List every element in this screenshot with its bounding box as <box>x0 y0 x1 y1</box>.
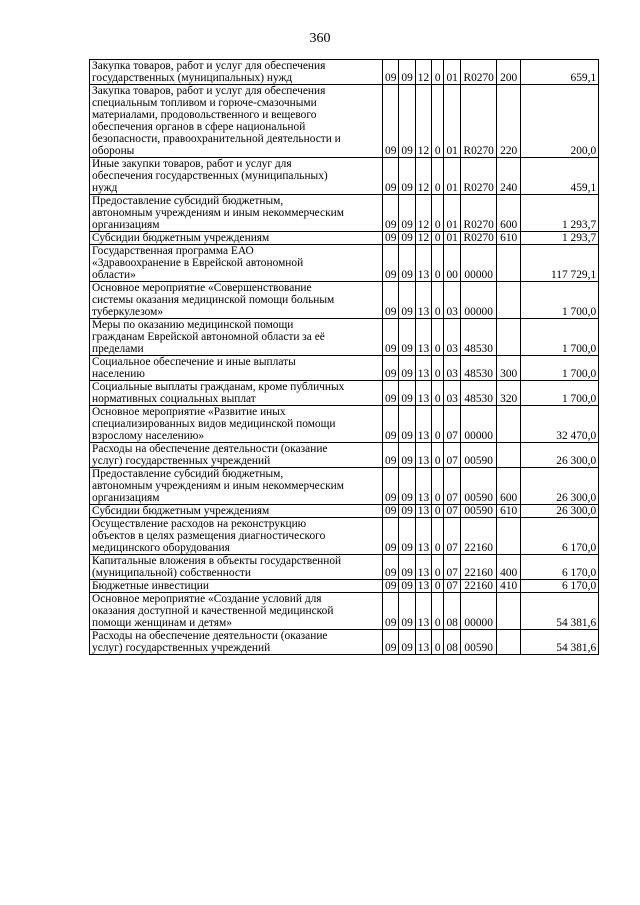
amount-cell: 54 381,6 <box>521 593 599 630</box>
measure-code-cell: 03 <box>444 381 461 406</box>
program-code-cell: 12 <box>415 232 431 245</box>
program-code-cell: 13 <box>415 518 431 555</box>
item-name-line: гражданам Еврейской автономной области за её <box>92 331 325 343</box>
section-code-cell: 09 <box>399 319 415 356</box>
subprogram-code-cell: 0 <box>432 245 444 282</box>
budget-table <box>89 59 599 655</box>
item-name-line: медицинского оборудования <box>92 542 230 554</box>
ministry-code-cell: 09 <box>383 593 399 630</box>
ministry-code-cell: 09 <box>383 245 399 282</box>
expense-type-cell: 200 <box>497 60 521 85</box>
item-name-cell <box>90 158 383 195</box>
table-row <box>90 580 599 593</box>
table-row <box>90 406 599 443</box>
item-name-line: Расходы на обеспечение деятельности (оказание <box>92 443 328 455</box>
direction-code-cell: 22160 <box>461 555 497 580</box>
item-name-cell <box>90 356 383 381</box>
section-code-cell: 09 <box>399 245 415 282</box>
ministry-code-cell: 09 <box>383 60 399 85</box>
measure-code-cell: 01 <box>444 232 461 245</box>
measure-code-cell: 07 <box>444 406 461 443</box>
item-name-line: обеспечения государственных (муниципальных) <box>92 170 328 182</box>
direction-code-cell: 22160 <box>461 580 497 593</box>
item-name-line: специальным топливом и горюче-смазочными <box>92 97 317 109</box>
amount-cell: 459,1 <box>521 158 599 195</box>
item-name-line: взрослому населению» <box>92 430 205 442</box>
item-name-line: организациям <box>92 492 160 504</box>
section-code-cell: 09 <box>399 630 415 655</box>
measure-code-cell: 01 <box>444 60 461 85</box>
ministry-code-cell: 09 <box>383 630 399 655</box>
item-name-cell <box>90 319 383 356</box>
item-name-line: безопасности, правоохранительной деятельности и <box>92 133 341 145</box>
item-name-line: услуг) государственных учреждений <box>92 642 271 654</box>
expense-type-cell: 410 <box>497 580 521 593</box>
table-row <box>90 85 599 158</box>
program-code-cell: 12 <box>415 158 431 195</box>
item-name-cell <box>90 443 383 468</box>
measure-code-cell: 07 <box>444 580 461 593</box>
direction-code-cell: 22160 <box>461 518 497 555</box>
item-name-line: объектов в целях размещения диагностического <box>92 530 326 542</box>
item-name-line: автономным учреждениям и иным некоммерческим <box>92 480 344 492</box>
section-code-cell: 09 <box>399 356 415 381</box>
subprogram-code-cell: 0 <box>432 356 444 381</box>
subprogram-code-cell: 0 <box>432 580 444 593</box>
ministry-code-cell: 09 <box>383 580 399 593</box>
section-code-cell: 09 <box>399 443 415 468</box>
table-row <box>90 443 599 468</box>
item-name-line: Расходы на обеспечение деятельности (оказание <box>92 630 328 642</box>
direction-code-cell: 00000 <box>461 245 497 282</box>
measure-code-cell: 03 <box>444 282 461 319</box>
amount-cell: 6 170,0 <box>521 555 599 580</box>
item-name-line: оказания доступной и качественной медицинской <box>92 605 334 617</box>
amount-cell: 659,1 <box>521 60 599 85</box>
section-code-cell: 09 <box>399 593 415 630</box>
ministry-code-cell: 09 <box>383 505 399 518</box>
program-code-cell: 13 <box>415 443 431 468</box>
item-name-cell <box>90 630 383 655</box>
item-name-line: услуг) государственных учреждений <box>92 455 271 467</box>
amount-cell: 26 300,0 <box>521 443 599 468</box>
direction-code-cell: R0270 <box>461 232 497 245</box>
amount-cell: 117 729,1 <box>521 245 599 282</box>
subprogram-code-cell: 0 <box>432 593 444 630</box>
item-name-line: Основное мероприятие «Совершенствование <box>92 282 312 294</box>
ministry-code-cell: 09 <box>383 158 399 195</box>
table-row <box>90 232 599 245</box>
subprogram-code-cell: 0 <box>432 319 444 356</box>
direction-code-cell: R0270 <box>461 60 497 85</box>
expense-type-cell <box>497 319 521 356</box>
item-name-line: обороны <box>92 145 135 157</box>
program-code-cell: 13 <box>415 381 431 406</box>
expense-type-cell: 600 <box>497 468 521 505</box>
expense-type-cell <box>497 245 521 282</box>
section-code-cell: 09 <box>399 232 415 245</box>
measure-code-cell: 01 <box>444 158 461 195</box>
program-code-cell: 13 <box>415 406 431 443</box>
subprogram-code-cell: 0 <box>432 381 444 406</box>
direction-code-cell: 00000 <box>461 282 497 319</box>
subprogram-code-cell: 0 <box>432 85 444 158</box>
item-name-line: Иные закупки товаров, работ и услуг для <box>92 158 292 170</box>
section-code-cell: 09 <box>399 468 415 505</box>
item-name-line: нормативных социальных выплат <box>92 393 256 405</box>
expense-type-cell <box>497 282 521 319</box>
measure-code-cell: 00 <box>444 245 461 282</box>
expense-type-cell <box>497 518 521 555</box>
expense-type-cell <box>497 630 521 655</box>
item-name-cell <box>90 85 383 158</box>
item-name-line: обеспечения органов в сфере национальной <box>92 121 306 133</box>
ministry-code-cell: 09 <box>383 468 399 505</box>
amount-cell: 1 293,7 <box>521 232 599 245</box>
item-name-cell <box>90 282 383 319</box>
section-code-cell: 09 <box>399 406 415 443</box>
amount-cell: 1 700,0 <box>521 282 599 319</box>
table-row <box>90 282 599 319</box>
budget-table-body <box>90 60 599 655</box>
measure-code-cell: 08 <box>444 630 461 655</box>
amount-cell: 1 700,0 <box>521 356 599 381</box>
measure-code-cell: 03 <box>444 356 461 381</box>
page-number: 360 <box>309 31 331 46</box>
program-code-cell: 13 <box>415 593 431 630</box>
direction-code-cell: R0270 <box>461 158 497 195</box>
subprogram-code-cell: 0 <box>432 158 444 195</box>
program-code-cell: 12 <box>415 85 431 158</box>
ministry-code-cell: 09 <box>383 232 399 245</box>
direction-code-cell: R0270 <box>461 85 497 158</box>
item-name-line: помощи женщинам и детям» <box>92 617 232 629</box>
item-name-line: системы оказания медицинской помощи больным <box>92 294 335 306</box>
measure-code-cell: 07 <box>444 468 461 505</box>
measure-code-cell: 07 <box>444 443 461 468</box>
section-code-cell: 09 <box>399 518 415 555</box>
item-name-cell <box>90 406 383 443</box>
program-code-cell: 13 <box>415 468 431 505</box>
expense-type-cell <box>497 406 521 443</box>
table-row <box>90 593 599 630</box>
direction-code-cell: R0270 <box>461 195 497 232</box>
ministry-code-cell: 09 <box>383 356 399 381</box>
item-name-cell <box>90 505 383 518</box>
direction-code-cell: 00590 <box>461 505 497 518</box>
amount-cell: 1 293,7 <box>521 195 599 232</box>
table-row <box>90 468 599 505</box>
item-name-cell <box>90 245 383 282</box>
item-name-line: (муниципальной) собственности <box>92 567 251 579</box>
expense-type-cell: 220 <box>497 85 521 158</box>
item-name-line: области» <box>92 269 136 281</box>
direction-code-cell: 00590 <box>461 443 497 468</box>
subprogram-code-cell: 0 <box>432 282 444 319</box>
expense-type-cell: 610 <box>497 505 521 518</box>
measure-code-cell: 07 <box>444 518 461 555</box>
ministry-code-cell: 09 <box>383 518 399 555</box>
direction-code-cell: 00590 <box>461 630 497 655</box>
ministry-code-cell: 09 <box>383 282 399 319</box>
amount-cell: 32 470,0 <box>521 406 599 443</box>
table-row <box>90 518 599 555</box>
measure-code-cell: 08 <box>444 593 461 630</box>
section-code-cell: 09 <box>399 195 415 232</box>
item-name-cell <box>90 60 383 85</box>
subprogram-code-cell: 0 <box>432 555 444 580</box>
ministry-code-cell: 09 <box>383 319 399 356</box>
expense-type-cell: 240 <box>497 158 521 195</box>
section-code-cell: 09 <box>399 580 415 593</box>
expense-type-cell: 610 <box>497 232 521 245</box>
item-name-line: Капитальные вложения в объекты государственной <box>92 555 342 567</box>
item-name-line: Меры по оказанию медицинской помощи <box>92 319 294 331</box>
measure-code-cell: 01 <box>444 195 461 232</box>
measure-code-cell: 03 <box>444 319 461 356</box>
program-code-cell: 12 <box>415 195 431 232</box>
program-code-cell: 13 <box>415 505 431 518</box>
item-name-cell <box>90 381 383 406</box>
item-name-line: Предоставление субсидий бюджетным, <box>92 468 284 480</box>
table-row <box>90 319 599 356</box>
expense-type-cell: 300 <box>497 356 521 381</box>
amount-cell: 26 300,0 <box>521 468 599 505</box>
table-row <box>90 60 599 85</box>
item-name-cell <box>90 555 383 580</box>
table-row <box>90 195 599 232</box>
item-name-cell <box>90 518 383 555</box>
table-row <box>90 630 599 655</box>
item-name-cell <box>90 232 383 245</box>
direction-code-cell: 00000 <box>461 593 497 630</box>
item-name-line: Социальные выплаты гражданам, кроме публичных <box>92 381 345 393</box>
item-name-line: Государственная программа ЕАО <box>92 245 254 257</box>
direction-code-cell: 00000 <box>461 406 497 443</box>
amount-cell: 200,0 <box>521 85 599 158</box>
item-name-cell <box>90 593 383 630</box>
item-name-cell <box>90 468 383 505</box>
expense-type-cell <box>497 593 521 630</box>
expense-type-cell: 320 <box>497 381 521 406</box>
ministry-code-cell: 09 <box>383 555 399 580</box>
item-name-line: Основное мероприятие «Создание условий для <box>92 593 322 605</box>
table-row <box>90 381 599 406</box>
direction-code-cell: 48530 <box>461 381 497 406</box>
item-name-cell <box>90 195 383 232</box>
item-name-line: «Здравоохранение в Еврейской автономной <box>92 257 304 269</box>
item-name-line: материалами, продовольственного и вещевого <box>92 109 317 121</box>
measure-code-cell: 01 <box>444 85 461 158</box>
item-name-line: Субсидии бюджетным учреждениям <box>92 505 270 517</box>
section-code-cell: 09 <box>399 282 415 319</box>
program-code-cell: 13 <box>415 580 431 593</box>
item-name-line: Предоставление субсидий бюджетным, <box>92 195 284 207</box>
subprogram-code-cell: 0 <box>432 406 444 443</box>
measure-code-cell: 07 <box>444 505 461 518</box>
section-code-cell: 09 <box>399 381 415 406</box>
ministry-code-cell: 09 <box>383 381 399 406</box>
amount-cell: 54 381,6 <box>521 630 599 655</box>
item-name-line: Бюджетные инвестиции <box>92 580 209 592</box>
item-name-line: Субсидии бюджетным учреждениям <box>92 232 270 244</box>
item-name-line: специализированных видов медицинской помощи <box>92 418 336 430</box>
program-code-cell: 13 <box>415 245 431 282</box>
program-code-cell: 13 <box>415 555 431 580</box>
item-name-line: пределами <box>92 343 144 355</box>
amount-cell: 26 300,0 <box>521 505 599 518</box>
item-name-line: организациям <box>92 219 160 231</box>
item-name-cell <box>90 580 383 593</box>
program-code-cell: 13 <box>415 319 431 356</box>
item-name-line: государственных (муниципальных) нужд <box>92 72 293 84</box>
item-name-line: Закупка товаров, работ и услуг для обеспечения <box>92 85 326 97</box>
table-row <box>90 158 599 195</box>
ministry-code-cell: 09 <box>383 195 399 232</box>
section-code-cell: 09 <box>399 505 415 518</box>
ministry-code-cell: 09 <box>383 406 399 443</box>
subprogram-code-cell: 0 <box>432 630 444 655</box>
ministry-code-cell: 09 <box>383 443 399 468</box>
table-row <box>90 555 599 580</box>
subprogram-code-cell: 0 <box>432 195 444 232</box>
program-code-cell: 13 <box>415 630 431 655</box>
direction-code-cell: 00590 <box>461 468 497 505</box>
measure-code-cell: 07 <box>444 555 461 580</box>
section-code-cell: 09 <box>399 555 415 580</box>
amount-cell: 6 170,0 <box>521 518 599 555</box>
program-code-cell: 13 <box>415 282 431 319</box>
section-code-cell: 09 <box>399 60 415 85</box>
subprogram-code-cell: 0 <box>432 232 444 245</box>
section-code-cell: 09 <box>399 85 415 158</box>
amount-cell: 6 170,0 <box>521 580 599 593</box>
item-name-line: Основное мероприятие «Развитие иных <box>92 406 286 418</box>
table-row <box>90 505 599 518</box>
expense-type-cell: 400 <box>497 555 521 580</box>
table-row <box>90 356 599 381</box>
direction-code-cell: 48530 <box>461 356 497 381</box>
item-name-line: Осуществление расходов на реконструкцию <box>92 518 307 530</box>
program-code-cell: 13 <box>415 356 431 381</box>
item-name-line: автономным учреждениям и иным некоммерческим <box>92 207 344 219</box>
item-name-line: нужд <box>92 182 118 194</box>
expense-type-cell: 600 <box>497 195 521 232</box>
item-name-line: Закупка товаров, работ и услуг для обеспечения <box>92 60 326 72</box>
subprogram-code-cell: 0 <box>432 518 444 555</box>
amount-cell: 1 700,0 <box>521 319 599 356</box>
item-name-line: населению <box>92 368 145 380</box>
item-name-line: туберкулезом» <box>92 306 164 318</box>
item-name-line: Социальное обеспечение и иные выплаты <box>92 356 296 368</box>
subprogram-code-cell: 0 <box>432 443 444 468</box>
subprogram-code-cell: 0 <box>432 468 444 505</box>
expense-type-cell <box>497 443 521 468</box>
subprogram-code-cell: 0 <box>432 60 444 85</box>
subprogram-code-cell: 0 <box>432 505 444 518</box>
amount-cell: 1 700,0 <box>521 381 599 406</box>
table-row <box>90 245 599 282</box>
direction-code-cell: 48530 <box>461 319 497 356</box>
program-code-cell: 12 <box>415 60 431 85</box>
ministry-code-cell: 09 <box>383 85 399 158</box>
section-code-cell: 09 <box>399 158 415 195</box>
